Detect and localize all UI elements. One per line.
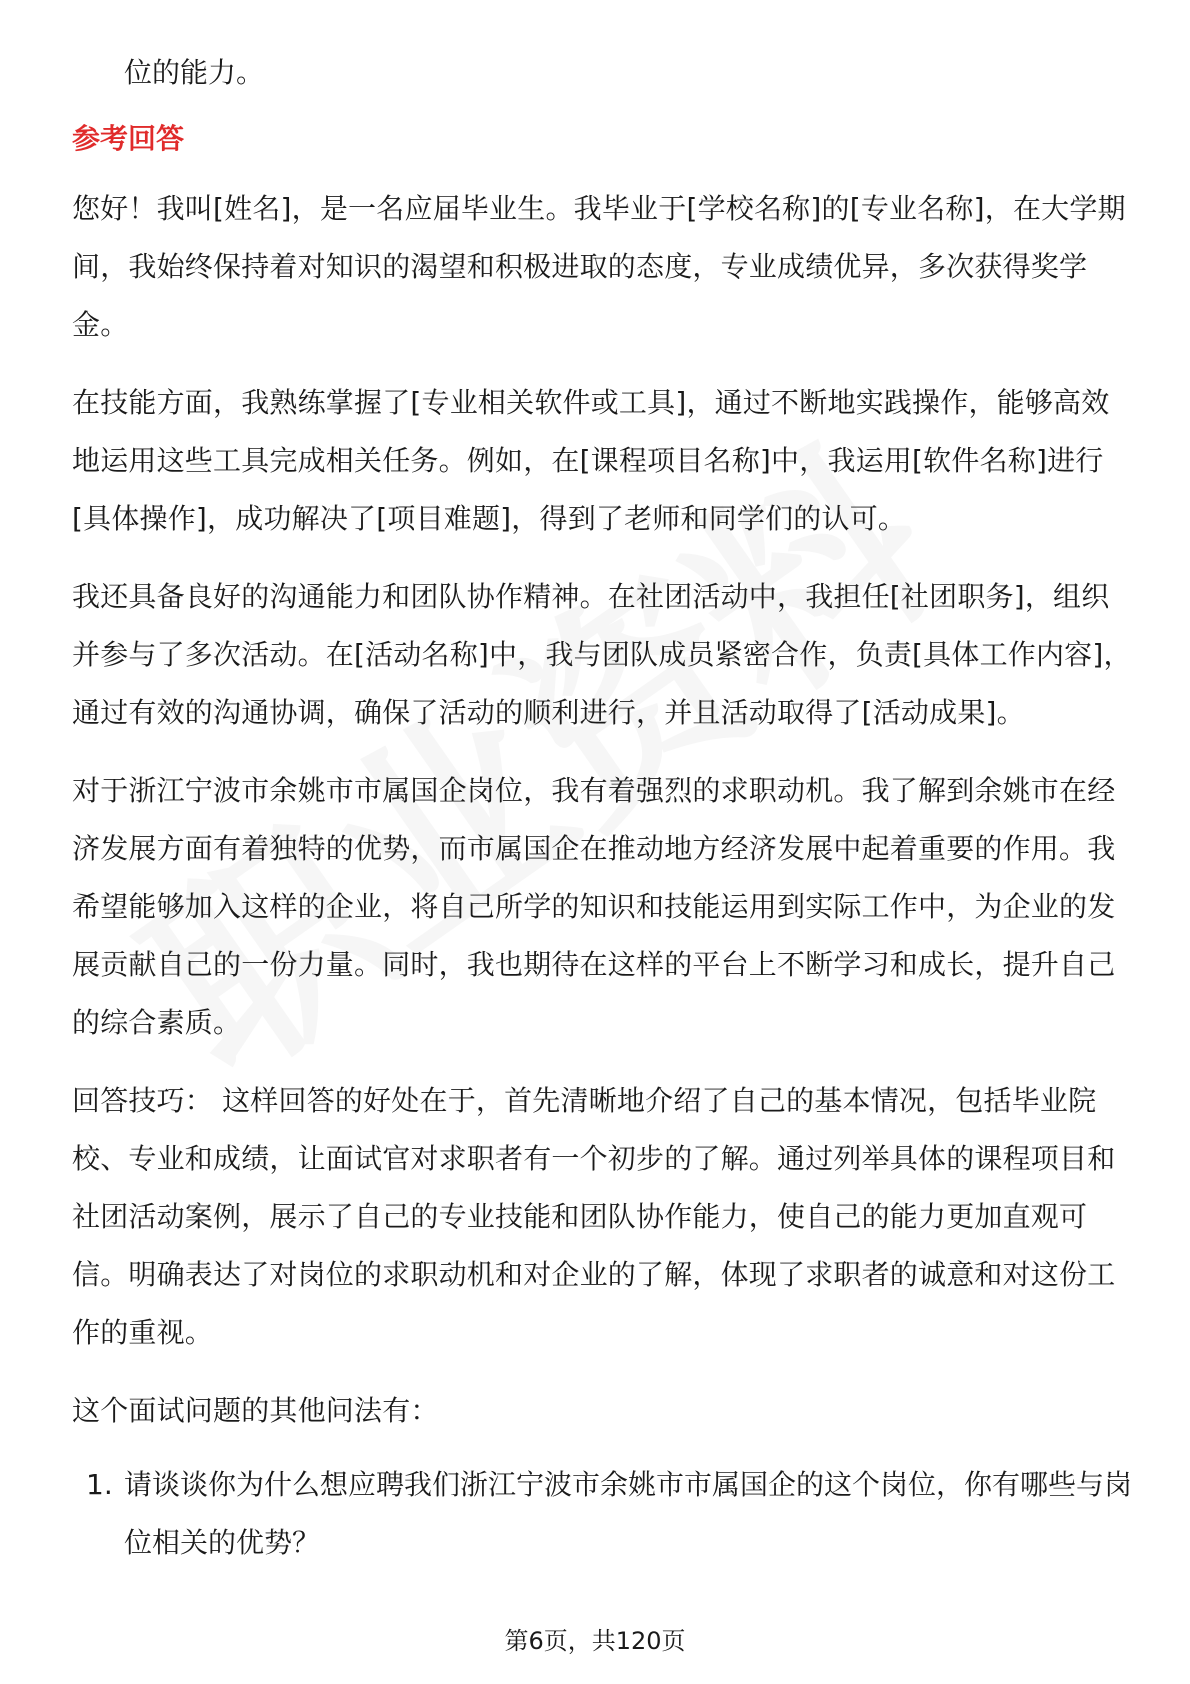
list-item-text: 请谈谈你为什么想应聘我们浙江宁波市余姚市市属国企的这个岗位，你有哪些与岗位相关的优势？ <box>124 1468 1133 1559</box>
paragraph-teamwork: 我还具备良好的沟通能力和团队协作精神。在社团活动中，我担任[社团职务]，组织并参与了多次活动。在[活动名称]中，我与团队成员紧密合作，负责[具体工作内容]，通过有效的沟通协调，确保了活动的顺利进行，并且活动取得了[活动成果]。 <box>72 580 1132 729</box>
list-item <box>72 1456 1132 1572</box>
paragraph-motivation: 对于浙江宁波市余姚市市属国企岗位，我有着强烈的求职动机。我了解到余姚市在经济发展方面有着独特的优势，而市属国企在推动地方经济发展中起着重要的作用。我希望能够加入这样的企业，将自己所学的知识和技能运用到实际工作中，为企业的发展贡献自己的一份力量。同时，我也期待在这样的平台上不断学习和成长，提升自己的综合素质。 <box>72 774 1116 1039</box>
list-item-number: 1. <box>86 1468 113 1501</box>
section-title: 参考回答 <box>72 122 185 155</box>
page-footer: 第6页，共120页 <box>504 1627 686 1655</box>
paragraph-tips: 回答技巧： 这样回答的好处在于，首先清晰地介绍了自己的基本情况，包括毕业院校、专业和成绩，让面试官对求职者有一个初步的了解。通过列举具体的课程项目和社团活动案例，展示了自己的专业技能和团队协作能力，使自己的能力更加直观可信。明确表达了对岗位的求职动机和对企业的了解，体现了求职者的诚意和对这份工作的重视。 <box>72 1084 1116 1349</box>
page-content <box>72 44 1132 1572</box>
paragraph-skills: 在技能方面，我熟练掌握了[专业相关软件或工具]，通过不断地实践操作，能够高效地运用这些工具完成相关任务。例如，在[课程项目名称]中，我运用[软件名称]进行[具体操作]，成功解决了[项目难题]，得到了老师和同学们的认可。 <box>72 386 1110 535</box>
paragraph-other-questions-intro: 这个面试问题的其他问法有： <box>72 1394 439 1427</box>
paragraph-intro: 您好！我叫[姓名]，是一名应届毕业生。我毕业于[学校名称]的[专业名称]，在大学期间，我始终保持着对知识的渴望和积极进取的态度，专业成绩优异，多次获得奖学金。 <box>72 192 1126 341</box>
alt-question-list <box>72 1456 1132 1572</box>
continuation-line: 位的能力。 <box>124 56 265 89</box>
